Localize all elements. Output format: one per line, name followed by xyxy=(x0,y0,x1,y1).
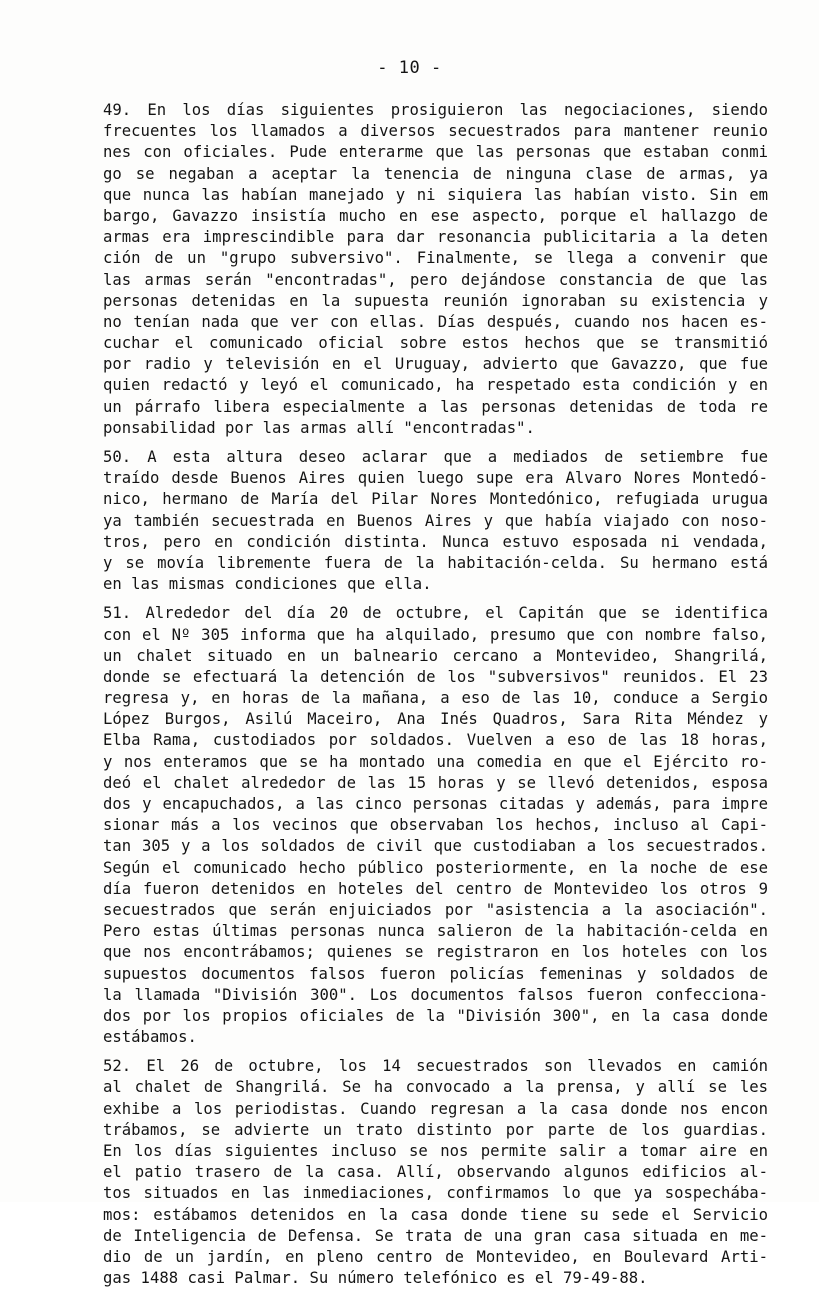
text-line: deó el chalet alrededor de las 15 horas y se llevó detenidos, esposa xyxy=(103,773,768,792)
text-line: nes con oficiales. Pude enterarme que las personas que estaban conmi xyxy=(103,143,768,162)
text-line: ya también secuestrada en Buenos Aires y que había viajado con noso- xyxy=(103,511,768,530)
text-line: Elba Rama, custodiados por soldados. Vuelven a eso de las 18 horas, xyxy=(103,731,768,750)
text-line: y nos enteramos que se ha montado una comedia en que el Ejército ro- xyxy=(103,752,768,771)
paragraph-2 xyxy=(103,447,768,595)
text-line: las armas serán "encontradas", pero dejándose constancia de que las xyxy=(103,270,768,289)
page-number: - 10 - xyxy=(377,58,442,78)
text-line: quien redactó y leyó el comunicado, ha respetado esta condición y en xyxy=(103,376,768,395)
text-line: personas detenidas en la supuesta reunión ignoraban su existencia y xyxy=(103,291,768,310)
text-line: que nos encontrábamos; quienes se registraron en los hoteles con los xyxy=(103,943,768,962)
text-line: día fueron detenidos en hoteles del centro de Montevideo los otros 9 xyxy=(103,879,768,898)
text-line: tan 305 y a los soldados de civil que custodiaban a los secuestrados. xyxy=(103,837,768,856)
text-line: en las mismas condiciones que ella. xyxy=(103,575,432,594)
paragraph-1 xyxy=(103,100,768,439)
text-line: En los días siguientes incluso se nos permite salir a tomar aire en xyxy=(103,1142,768,1160)
text-line: Pero estas últimas personas nunca salieron de la habitación-celda en xyxy=(103,922,768,941)
text-line: exhibe a los periodistas. Cuando regresan a la casa donde nos encon xyxy=(103,1099,768,1118)
text-line: el patio trasero de la casa. Allí, observando algunos edificios al- xyxy=(103,1163,768,1182)
text-line: Según el comunicado hecho público posteriormente, en la noche de ese xyxy=(103,858,768,877)
text-line: con el Nº 305 informa que ha alquilado, presumo que con nombre falso, xyxy=(103,625,768,644)
text-line: por radio y televisión en el Uruguay, advierto que Gavazzo, que fue xyxy=(103,355,768,374)
text-line: 51. Alrededor del día 20 de octubre, el Capitán que se identifica xyxy=(103,604,768,623)
text-line: frecuentes los llamados a diversos secuestrados para mantener reunio xyxy=(103,122,768,141)
text-line: tos situados en las inmediaciones, confirmamos lo que ya sospechába- xyxy=(103,1184,768,1203)
document-body xyxy=(103,100,768,1297)
text-line: traído desde Buenos Aires quien luego supe era Alvaro Nores Montedó- xyxy=(103,469,768,488)
text-line: supuestos documentos falsos fueron policías femeninas y soldados de xyxy=(103,964,768,983)
text-line: tros, pero en condición distinta. Nunca estuvo esposada ni vendada, xyxy=(103,532,768,551)
text-line: trábamos, se advierte un trato distinto por parte de los guardias. xyxy=(103,1120,768,1139)
text-line: go se negaban a aceptar la tenencia de ninguna clase de armas, ya xyxy=(103,164,768,183)
text-line: ción de un "grupo subversivo". Finalmente, se llega a convenir que xyxy=(103,249,768,268)
text-line: López Burgos, Asilú Maceiro, Ana Inés Quadros, Sara Rita Méndez y xyxy=(103,710,768,729)
paragraph-3 xyxy=(103,603,768,1048)
text-line: un chalet situado en un balneario cercano a Montevideo, Shangrilá, xyxy=(103,646,768,665)
text-line: que nunca las habían manejado y ni siquiera las habían visto. Sin em xyxy=(103,185,768,204)
text-line: bargo, Gavazzo insistía mucho en ese aspecto, porque el hallazgo de xyxy=(103,206,768,225)
text-line: armas era imprescindible para dar resonancia publicitaria a la deten xyxy=(103,228,768,247)
text-line: 52. El 26 de octubre, los 14 secuestrados son llevados en camión xyxy=(103,1057,768,1076)
text-line: gas 1488 casi Palmar. Su número telefónico es el 79-49-88. xyxy=(103,1269,648,1288)
text-line: mos: estábamos detenidos en la casa donde tiene su sede el Servicio xyxy=(103,1205,768,1224)
text-line: ponsabilidad por las armas allí "encontradas". xyxy=(103,418,535,437)
text-line: sionar más a los vecinos que observaban los hechos, incluso al Capi- xyxy=(103,816,768,835)
text-line: de Inteligencia de Defensa. Se trata de una gran casa situada en me- xyxy=(103,1226,768,1245)
text-line: regresa y, en horas de la mañana, a eso de las 10, conduce a Sergio xyxy=(103,689,768,708)
text-line: dos y encapuchados, a las cinco personas citadas y además, para impre xyxy=(103,795,768,813)
paragraph-4 xyxy=(103,1056,768,1289)
text-line: secuestrados que serán enjuiciados por "asistencia a la asociación". xyxy=(103,900,768,919)
text-line: cuchar el comunicado oficial sobre estos hechos que se transmitió xyxy=(103,334,768,353)
text-line: dio de un jardín, en pleno centro de Montevideo, en Boulevard Arti- xyxy=(103,1247,768,1266)
text-line: estábamos. xyxy=(103,1028,197,1047)
text-line: y se movía libremente fuera de la habitación-celda. Su hermano está xyxy=(103,553,768,572)
text-line: 49. En los días siguientes prosiguieron las negociaciones, siendo xyxy=(103,101,768,119)
text-line: dos por los propios oficiales de la "División 300", en la casa donde xyxy=(103,1006,768,1025)
text-line: al chalet de Shangrilá. Se ha convocado a la prensa, y allí se les xyxy=(103,1078,768,1097)
text-line: un párrafo libera especialmente a las personas detenidas de toda re xyxy=(103,397,768,416)
text-line: nico, hermano de María del Pilar Nores Montedónico, refugiada urugua xyxy=(103,490,768,509)
text-line: donde se efectuará la detención de los "subversivos" reunidos. El 23 xyxy=(103,667,768,686)
text-line: 50. A esta altura deseo aclarar que a mediados de setiembre fue xyxy=(103,448,768,466)
text-line: no tenían nada que ver con ellas. Días después, cuando nos hacen es- xyxy=(103,312,768,331)
text-line: la llamada "División 300". Los documentos falsos fueron confecciona- xyxy=(103,985,768,1004)
